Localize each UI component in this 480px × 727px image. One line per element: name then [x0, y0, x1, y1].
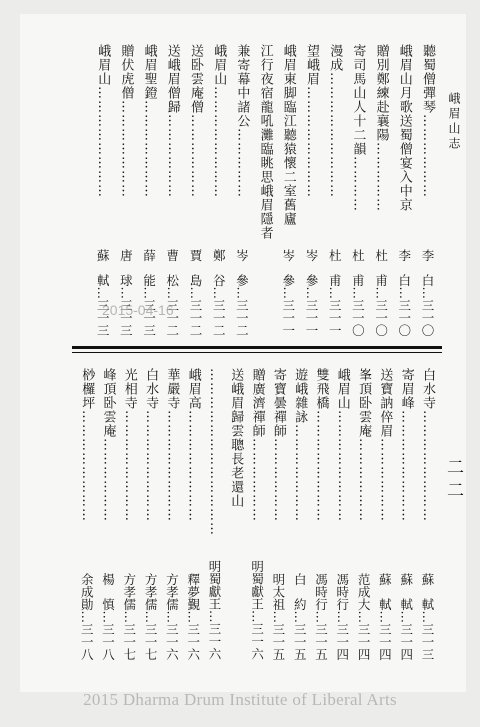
toc-entry — [416, 368, 438, 660]
entry-title: 峯頂卧雲庵……………… — [356, 368, 372, 522]
toc-entry — [160, 368, 182, 660]
toc-entry — [395, 368, 417, 660]
toc-entry — [254, 44, 276, 336]
entry-author-page: 賈 島…三一二 — [188, 248, 203, 336]
entry-title: 贈伏虎僧………………… — [118, 44, 134, 198]
toc-entry — [331, 368, 353, 660]
entry-author-page: 蘇 軾…三一三 — [420, 572, 435, 660]
entry-title: 贈別鄭練赴襄陽…………… — [373, 44, 389, 212]
toc-entry — [184, 44, 206, 336]
entry-title: 寄司馬山人十二韻………… — [350, 44, 366, 212]
toc-entry — [288, 368, 310, 660]
page-number: 二二 — [443, 458, 463, 504]
entry-author-page: 杜 甫…三一一 — [327, 248, 343, 336]
entry-title: 白水寺…………………… — [420, 368, 435, 522]
toc-entry — [207, 44, 229, 336]
divider-thick-rule — [72, 346, 442, 349]
date-watermark: 2015-04-16 — [102, 302, 174, 318]
entry-title: 送峨眉僧歸……………… — [164, 44, 180, 198]
entry-author-page: 明蜀獻王…三一六 — [249, 560, 265, 660]
entry-author-page: 唐 球…三一三 — [118, 248, 134, 336]
entry-title: 送卧雲庵僧……………… — [188, 44, 203, 198]
toc-entry — [393, 44, 415, 336]
entry-author-page: 岑 參…三一二 — [234, 248, 250, 336]
entry-title: 峨眉山…………………… — [95, 44, 111, 198]
entry-author-page: 岑 參…三一一 — [304, 248, 319, 336]
toc-entry — [352, 368, 374, 660]
toc-entry — [230, 44, 252, 336]
toc-entry — [224, 368, 246, 660]
entry-title: 峨眉山月歌送蜀僧宴入中京 — [396, 44, 412, 212]
toc-entry — [91, 44, 113, 336]
toc-entry — [161, 44, 183, 336]
entry-title: 望峨眉…………………… — [304, 44, 319, 198]
entry-title: 寄眉峰…………………… — [398, 368, 414, 522]
entry-title: 峨眉聖鐙………………… — [141, 44, 157, 198]
running-header: 峨眉山志 — [447, 92, 461, 152]
entry-author-page: 李 白…三一〇 — [420, 248, 435, 336]
entry-title: 遊峨雜詠………………… — [292, 368, 308, 522]
entry-author-page: 杜 甫…三一〇 — [350, 248, 366, 336]
entry-author-page: 蘇 軾…三一三 — [95, 248, 111, 336]
entry-author-page: 岑 參…三一一 — [280, 248, 296, 336]
toc-entry — [97, 368, 119, 660]
entry-title: 漫成……………………… — [327, 44, 343, 198]
entry-author-page: 方孝儒…三一七 — [143, 572, 159, 660]
entry-author-page: 楊 慎…三一八 — [100, 572, 116, 660]
entry-author-page: 馮時行…三一四 — [334, 572, 350, 660]
toc-entry — [138, 44, 160, 336]
entry-title: 送峨眉歸雲聰長老還山 — [228, 368, 244, 508]
entry-title: 光相寺…………………… — [121, 368, 137, 522]
entry-title: 華嚴寺…………………… — [164, 368, 180, 522]
entry-author-page: 余成勛…三一八 — [79, 572, 95, 660]
entry-title: 峰頂卧雲庵……………… — [100, 368, 116, 522]
toc-entry — [267, 368, 289, 660]
entry-title: 聽蜀僧彈琴……………… — [420, 44, 435, 198]
entry-author-page: 李 白…三一〇 — [396, 248, 412, 336]
entry-author-page: 曹 松…三一二 — [164, 248, 180, 336]
entry-author-page: 白 約…三一五 — [292, 572, 308, 660]
toc-entry — [114, 44, 136, 336]
entry-author-page: 明太祖…三一五 — [270, 572, 286, 660]
entry-title: 桫欏坪…………………… — [79, 368, 95, 522]
entry-title: 贈廣濟禪師……………… — [249, 368, 265, 522]
entry-title: 白水寺…………………… — [143, 368, 159, 522]
entry-title: 峨眉高…………………… — [185, 368, 201, 522]
entry-title: 峨眉山…………………… — [334, 368, 350, 522]
toc-entry — [182, 368, 204, 660]
toc-entry — [118, 368, 140, 660]
toc-entry — [277, 44, 299, 336]
entry-author-page: 馮時行…三一五 — [313, 572, 329, 660]
divider-thin-rule — [72, 352, 442, 353]
toc-entry — [139, 368, 161, 660]
toc-entry — [203, 368, 225, 660]
entry-title: 江行夜宿龍吼灘臨眺思峨眉隱者 — [257, 44, 273, 240]
entry-title: 雙飛橋…………………… — [313, 368, 329, 522]
entry-author-page: 蘇 軾…三一四 — [398, 572, 414, 660]
toc-entry — [346, 44, 368, 336]
entry-author-page: 方孝儒…三一六 — [164, 572, 180, 660]
entry-title: 送寶訥倅眉……………… — [377, 368, 393, 522]
entry-author-page: 杜 甫…三一〇 — [373, 248, 389, 336]
toc-entry — [75, 368, 97, 660]
entry-author-page: 鄭 谷…三一二 — [211, 248, 227, 336]
entry-title: ……………………………… — [207, 368, 222, 536]
entry-title: 兼寄幕中諸公…………… — [234, 44, 250, 198]
entry-title: 峨眉山…………………… — [211, 44, 227, 198]
toc-entry — [300, 44, 322, 336]
toc-entry — [246, 368, 268, 660]
entry-author-page: 薛 能…三一三 — [141, 248, 157, 336]
toc-entry — [370, 44, 392, 336]
entry-title: 峨眉東脚臨江聽猿懷二室舊廬 — [280, 44, 296, 226]
entry-author-page: 方孝儒…三一七 — [121, 572, 137, 660]
footer-watermark: 2015 Dharma Drum Institute of Liberal Arts — [83, 690, 397, 709]
toc-entry — [323, 44, 345, 336]
toc-entry — [416, 44, 438, 336]
entry-author-page: 蘇 軾…三一四 — [377, 572, 393, 660]
entry-title: 寄寶曇禪師……………… — [270, 368, 286, 522]
entry-author-page: 范成大…三一四 — [356, 572, 372, 660]
toc-entry — [373, 368, 395, 660]
entry-author-page: 明蜀獻王…三一六 — [207, 560, 222, 660]
toc-entry — [310, 368, 332, 660]
entry-author-page: 釋夢覲…三一六 — [185, 572, 201, 660]
